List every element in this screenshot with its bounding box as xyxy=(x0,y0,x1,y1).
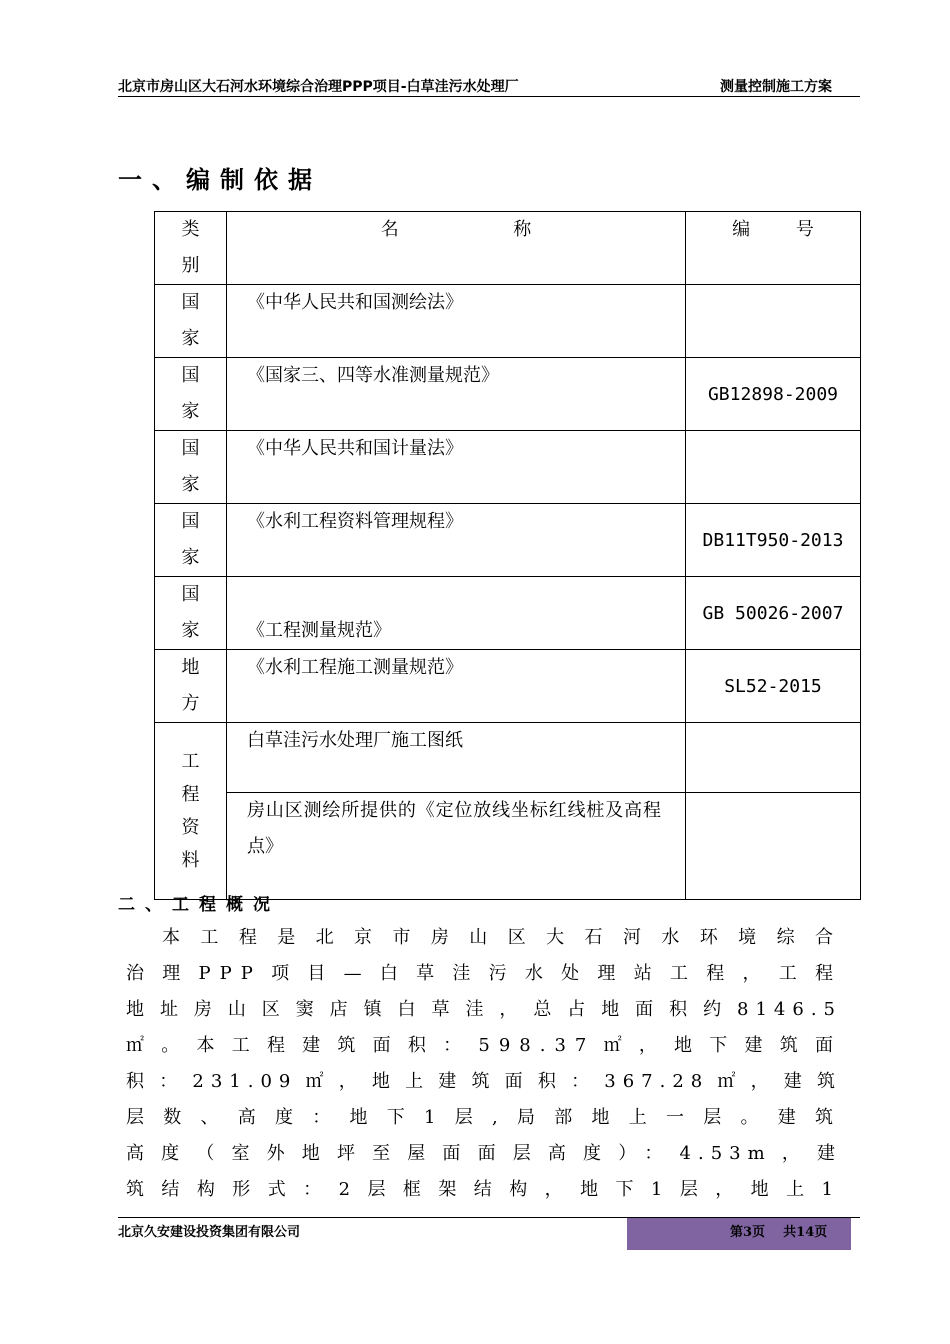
row-category: 国家 xyxy=(181,292,200,349)
table-row xyxy=(155,650,861,723)
row-code xyxy=(686,793,861,900)
row-name: 《中华人民共和国计量法》 xyxy=(227,431,686,504)
table-row xyxy=(155,577,861,650)
row-name: 《水利工程资料管理规程》 xyxy=(227,504,686,577)
row-category: 地方 xyxy=(181,657,200,714)
table-row xyxy=(155,723,861,793)
header-category xyxy=(155,212,227,285)
row-name: 白草洼污水处理厂施工图纸 xyxy=(227,723,686,793)
paragraph-line: 治理PPP项目—白草洼污水处理站工程，工程 xyxy=(126,963,842,984)
section-1-title: 一、编制依据 xyxy=(118,166,322,194)
header-name: 名 称 xyxy=(227,212,686,285)
paragraph-line: ㎡。本工程建筑面积：598.37㎡，地下建筑面 xyxy=(126,1035,842,1056)
row-code: GB12898-2009 xyxy=(686,358,861,431)
header-divider xyxy=(118,96,860,97)
paragraph-line: 本工程是北京市房山区大石河水环境综合 xyxy=(162,927,842,948)
row-name: 《工程测量规范》 xyxy=(227,577,686,650)
row-name: 房山区测绘所提供的《定位放线坐标红线桩及高程点》 xyxy=(227,793,686,900)
row-code: SL52-2015 xyxy=(686,650,861,723)
table-header-row xyxy=(155,212,861,285)
paragraph-line: 积：231.09㎡，地上建筑面积：367.28㎡，建筑 xyxy=(126,1071,842,1092)
table-row xyxy=(155,358,861,431)
table-row xyxy=(155,285,861,358)
header-category-text: 类别 xyxy=(181,219,200,276)
table-row xyxy=(155,793,861,900)
paragraph-line: 筑结构形式：2层框架结构，地下1层，地上1 xyxy=(126,1179,842,1200)
row-category: 国家 xyxy=(181,438,200,495)
row-code xyxy=(686,723,861,793)
row-code xyxy=(686,285,861,358)
row-category: 国家 xyxy=(181,584,200,641)
row-category: 国家 xyxy=(181,365,200,422)
footer-page-number: 第3页 共14页 xyxy=(730,1225,828,1240)
reference-table xyxy=(154,211,861,900)
paragraph-line: 地址房山区窦店镇白草洼，总占地面积约8146.5 xyxy=(126,999,842,1020)
table-row xyxy=(155,431,861,504)
project-category: 工程资料 xyxy=(181,751,200,871)
header-project-title: 北京市房山区大石河水环境综合治理PPP项目-白草洼污水处理厂 xyxy=(118,79,519,95)
project-category-cell xyxy=(155,723,227,900)
header-doc-title: 测量控制施工方案 xyxy=(720,79,832,95)
footer-company: 北京久安建设投资集团有限公司 xyxy=(118,1225,301,1240)
row-name: 《中华人民共和国测绘法》 xyxy=(227,285,686,358)
paragraph-line: 层数、高度：地下1层,局部地上一层。建筑 xyxy=(126,1107,843,1128)
overview-paragraph xyxy=(126,920,842,1208)
row-code: GB 50026-2007 xyxy=(686,577,861,650)
row-code: DB11T950-2013 xyxy=(686,504,861,577)
row-code xyxy=(686,431,861,504)
row-category: 国家 xyxy=(181,511,200,568)
header-code: 编 号 xyxy=(686,212,861,285)
paragraph-line: 高度（室外地坪至屋面面层高度）：4.53m，建 xyxy=(126,1143,842,1164)
table-row xyxy=(155,504,861,577)
row-name: 《国家三、四等水准测量规范》 xyxy=(227,358,686,431)
row-name: 《水利工程施工测量规范》 xyxy=(227,650,686,723)
section-2-title: 二、工程概况 xyxy=(118,895,280,915)
